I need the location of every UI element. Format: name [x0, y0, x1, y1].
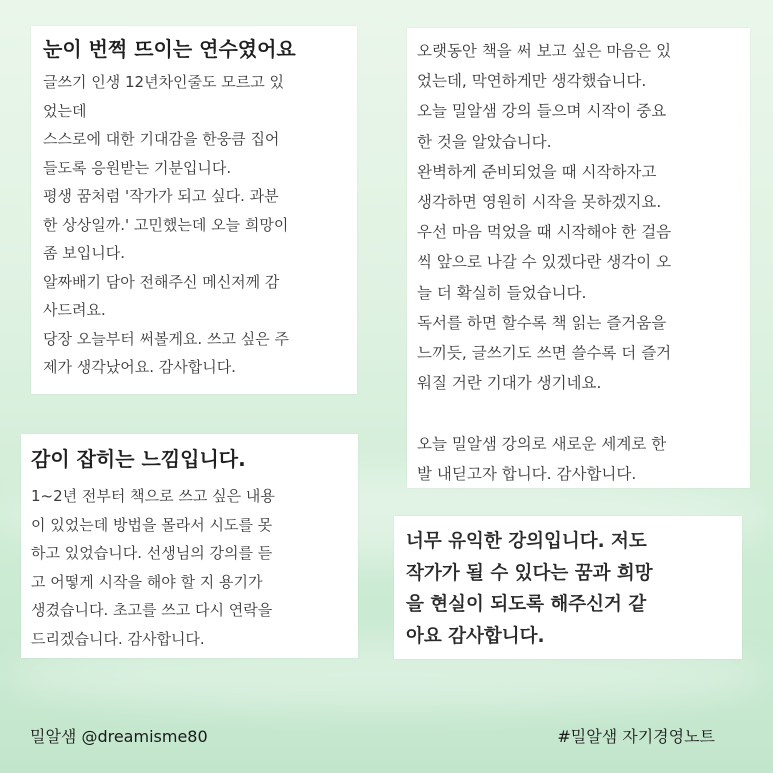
review-text-line: 아요 감사합니다.	[406, 625, 545, 647]
review-text-line: 늘 더 확실히 들었습니다.	[417, 283, 587, 302]
review-card-2	[407, 28, 750, 488]
review-text-line: 오늘 밀알샘 강의 들으며 시작이 중요	[417, 102, 667, 121]
review-text-line: 작가가 될 수 있다는 꿈과 희망	[406, 562, 653, 584]
review-card-1-body	[43, 68, 345, 382]
review-text-line: 생각하면 영원히 시작을 못하겠지요.	[417, 193, 662, 212]
review-text-line: 당장 오늘부터 써볼게요. 쓰고 싶은 주	[43, 329, 289, 348]
review-card-4-body	[406, 526, 730, 652]
review-text-line: 씩 앞으로 나갈 수 있겠다란 생각이 오	[417, 253, 672, 272]
review-text-line: 한 것을 알았습니다.	[417, 132, 552, 151]
review-text-line: 워질 거란 기대가 생기네요.	[417, 374, 602, 393]
review-text-line: 오늘 밀알샘 강의로 새로운 세계로 한	[417, 434, 667, 453]
review-text-line: 한 상상일까.' 고민했는데 오늘 희망이	[43, 215, 289, 234]
review-text-line: 1~2년 전부터 책으로 쓰고 싶은 내용	[31, 487, 275, 505]
review-text-line: 사드려요.	[43, 301, 106, 319]
review-text-line: 제가 생각났어요. 감사합니다.	[43, 358, 236, 376]
author-handle: 밀알샘 @dreamisme80	[30, 727, 208, 746]
review-text-line: 고 어떻게 시작을 해야 할 지 용기가	[31, 572, 263, 591]
review-text-line: 드리겠습니다. 감사합니다.	[31, 629, 205, 648]
hashtag-label: #밀알샘 자기경영노트	[557, 727, 715, 746]
review-text-line: 오랫동안 책을 써 보고 싶은 마음은 있	[417, 42, 672, 60]
review-text-line: 느끼듯, 글쓰기도 쓰면 쓸수록 더 즐거	[417, 344, 672, 363]
review-card-3-title: 감이 잡히는 느낌입니다.	[31, 447, 246, 471]
review-text-line: 생겼습니다. 초고를 쓰고 다시 연락을	[31, 601, 273, 619]
review-card-4	[394, 516, 742, 659]
review-text-line: 발 내딛고자 합니다. 감사합니다.	[417, 464, 637, 483]
review-card-3	[21, 434, 358, 658]
review-text-line: 을 현실이 되도록 해주신거 같	[406, 594, 647, 615]
review-text-line: 독서를 하면 할수록 책 읽는 즐거움을	[417, 313, 667, 332]
review-text-line: 알짜배기 담아 전해주신 메신저께 감	[43, 272, 280, 291]
review-card-2-body	[417, 36, 740, 489]
review-text-line: 었는데, 막연하게만 생각했습니다.	[417, 72, 647, 91]
review-text-line: 하고 있었습니다. 선생님의 강의를 듣	[31, 544, 273, 562]
review-text-line: 평생 꿈처럼 '작가가 되고 싶다. 과분	[43, 187, 279, 205]
review-text-line: 스스로에 대한 기대감을 한웅큼 집어	[43, 130, 280, 148]
review-card-1	[31, 26, 357, 394]
review-text-line: 완벽하게 준비되었을 때 시작하자고	[417, 162, 657, 181]
review-card-1-title: 눈이 번쩍 뜨이는 연수였어요	[43, 37, 296, 61]
review-text-line: 들도록 응원받는 기분입니다.	[43, 158, 232, 177]
review-text-line: 좀 보입니다.	[43, 244, 125, 262]
review-card-3-body	[31, 482, 348, 653]
review-text-line: 었는데	[43, 101, 87, 120]
review-text-line: 글쓰기 인생 12년차인줄도 모르고 있	[43, 73, 285, 91]
review-text-line: 우선 마음 먹었을 때 시작해야 한 걸음	[417, 223, 672, 242]
review-blank-line	[417, 398, 740, 428]
review-text-line: 이 있었는데 방법을 몰라서 시도를 못	[31, 515, 273, 534]
review-text-line: 너무 유익한 강의입니다. 저도	[406, 531, 647, 552]
